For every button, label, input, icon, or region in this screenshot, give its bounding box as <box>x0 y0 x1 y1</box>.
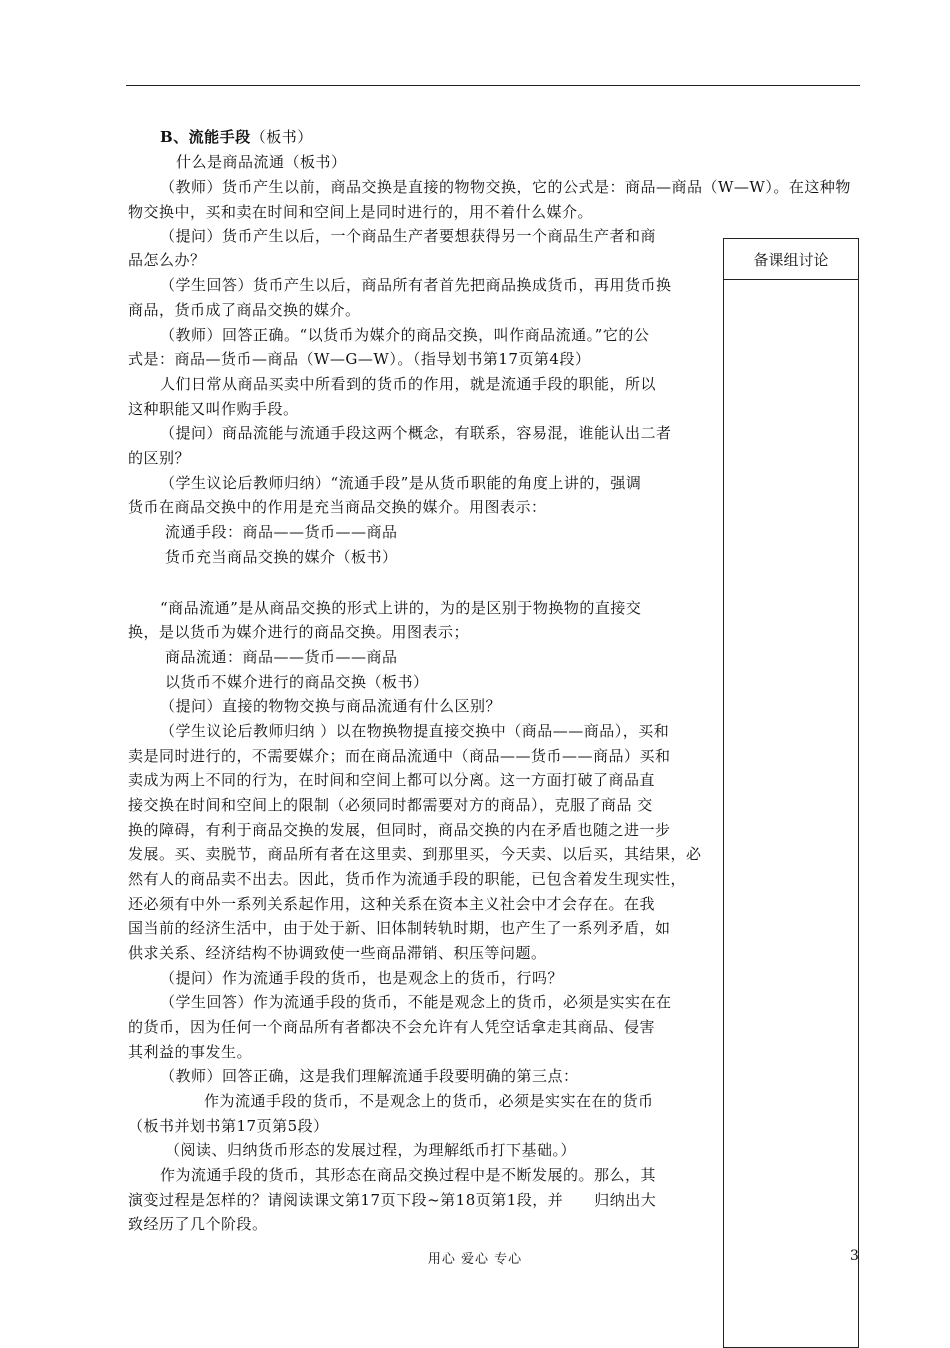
text-line: 发展。买、卖脱节，商品所有者在这里卖、到那里买，今天卖、以后买，其结果，必 <box>128 845 702 863</box>
text-line: 式是：商品—货币—商品（W—G—W）。（指导划书第17页第4段） <box>128 350 591 368</box>
text-line: “商品流通”是从商品交换的形式上讲的，为的是区别于物换物的直接交 <box>160 599 642 617</box>
text-line: 其利益的事发生。 <box>128 1043 253 1061</box>
sidebar-title: 备课组讨论 <box>724 239 858 280</box>
text-line: （教师）回答正确。“以货币为媒介的商品交换，叫作商品流通。”它的公 <box>160 326 650 344</box>
text-line: 商品流通：商品——货币——商品 <box>165 648 398 666</box>
text-line: 还必须有中外一系列关系起作用，这种关系在资本主义社会中才会存在。在我 <box>128 895 656 913</box>
text-line: 这种职能又叫作购手段。 <box>128 400 299 418</box>
text-line: 货币充当商品交换的媒介（板书） <box>165 548 398 566</box>
text-line: 卖成为两上不同的行为，在时间和空间上都可以分离。这一方面打破了商品直 <box>128 771 656 789</box>
text-line: （提问）直接的物物交换与商品流通有什么区别？ <box>160 697 502 715</box>
text-line: 以货币不媒介进行的商品交换（板书） <box>165 673 429 691</box>
page-number: 3 <box>850 1248 859 1264</box>
section-heading <box>160 126 313 148</box>
text-line: （板书并划书第17页第5段） <box>128 1117 329 1135</box>
text-line: 换，是以货币为媒介进行的商品交换。用图表示； <box>128 623 470 641</box>
text-line: 什么是商品流通（板书） <box>176 153 347 171</box>
text-line: （学生议论后教师归纳 ）以在物换物提直接交换中（商品——商品），买和 <box>160 722 670 740</box>
text-line: 品怎么办？ <box>128 251 206 269</box>
text-line: （提问）作为流通手段的货币，也是观念上的货币，行吗？ <box>160 969 564 987</box>
top-rule <box>126 85 860 86</box>
footer-text: 用心 爱心 专心 <box>427 1252 523 1267</box>
text-line: 致经历了几个阶段。 <box>128 1215 268 1233</box>
text-line: 的货币，因为任何一个商品所有者都决不会允许有人凭空话拿走其商品、侵害 <box>128 1018 656 1036</box>
text-line: 接交换在时间和空间上的限制（必须同时都需要对方的商品），克服了商品 交 <box>128 796 653 814</box>
text-line: （学生回答）作为流通手段的货币，不能是观念上的货币，必须是实实在在 <box>160 993 672 1011</box>
text-line: 然有人的商品卖不出去。因此，货币作为流通手段的职能，已包含着发生现实性， <box>128 870 687 888</box>
text-line: （学生议论后教师归纳）“流通手段”是从货币职能的角度上讲的，强调 <box>160 474 642 492</box>
text-line: （学生回答）货币产生以后，商品所有者首先把商品换成货币，再用货币换 <box>160 276 672 294</box>
text-line: （提问）商品流能与流通手段这两个概念，有联系，容易混，谁能认出二者 <box>160 424 672 442</box>
text-line: 作为流通手段的货币，不是观念上的货币，必须是实实在在的货币 <box>204 1092 654 1110</box>
text-line: 货币在商品交换中的作用是充当商品交换的媒介。用图表示： <box>128 498 547 516</box>
text-line: （教师）货币产生以前，商品交换是直接的物物交换，它的公式是：商品—商品（W—W）。在这种物 <box>160 178 851 196</box>
text-line: （提问）货币产生以后，一个商品生产者要想获得另一个商品生产者和商 <box>160 227 657 245</box>
section-heading-note: （板书） <box>250 128 313 146</box>
text-line: 换的障碍，有利于商品交换的发展，但同时，商品交换的内在矛盾也随之进一步 <box>128 821 671 839</box>
text-line: 人们日常从商品买卖中所看到的货币的作用，就是流通手段的职能，所以 <box>160 375 657 393</box>
text-line: 作为流通手段的货币，其形态在商品交换过程中是不断发展的。那么，其 <box>160 1166 657 1184</box>
sidebar-box <box>723 238 859 1348</box>
text-line: 流通手段：商品——货币——商品 <box>165 523 398 541</box>
text-line: 国当前的经济生活中，由于处于新、旧体制转轨时期，也产生了一系列矛盾，如 <box>128 919 671 937</box>
text-line: 演变过程是怎样的？请阅读课文第17页下段~第18页第1段，并 归纳出大 <box>128 1191 657 1209</box>
section-heading-title: B、流能手段 <box>160 128 251 146</box>
text-line: （阅读、归纳货币形态的发展过程，为理解纸币打下基础。） <box>165 1141 577 1159</box>
text-line: 物交换中，买和卖在时间和空间上是同时进行的，用不着什么媒介。 <box>128 203 594 221</box>
text-line: （教师）回答正确，这是我们理解流通手段要明确的第三点： <box>160 1067 579 1085</box>
text-line: 供求关系、经济结构不协调致使一些商品滞销、积压等问题。 <box>128 944 547 962</box>
text-line: 的区别？ <box>128 449 191 467</box>
text-line: 卖是同时进行的，不需要媒介；而在商品流通中（商品——货币——商品）买和 <box>128 747 671 765</box>
text-line: 商品，货币成了商品交换的媒介。 <box>128 301 361 319</box>
